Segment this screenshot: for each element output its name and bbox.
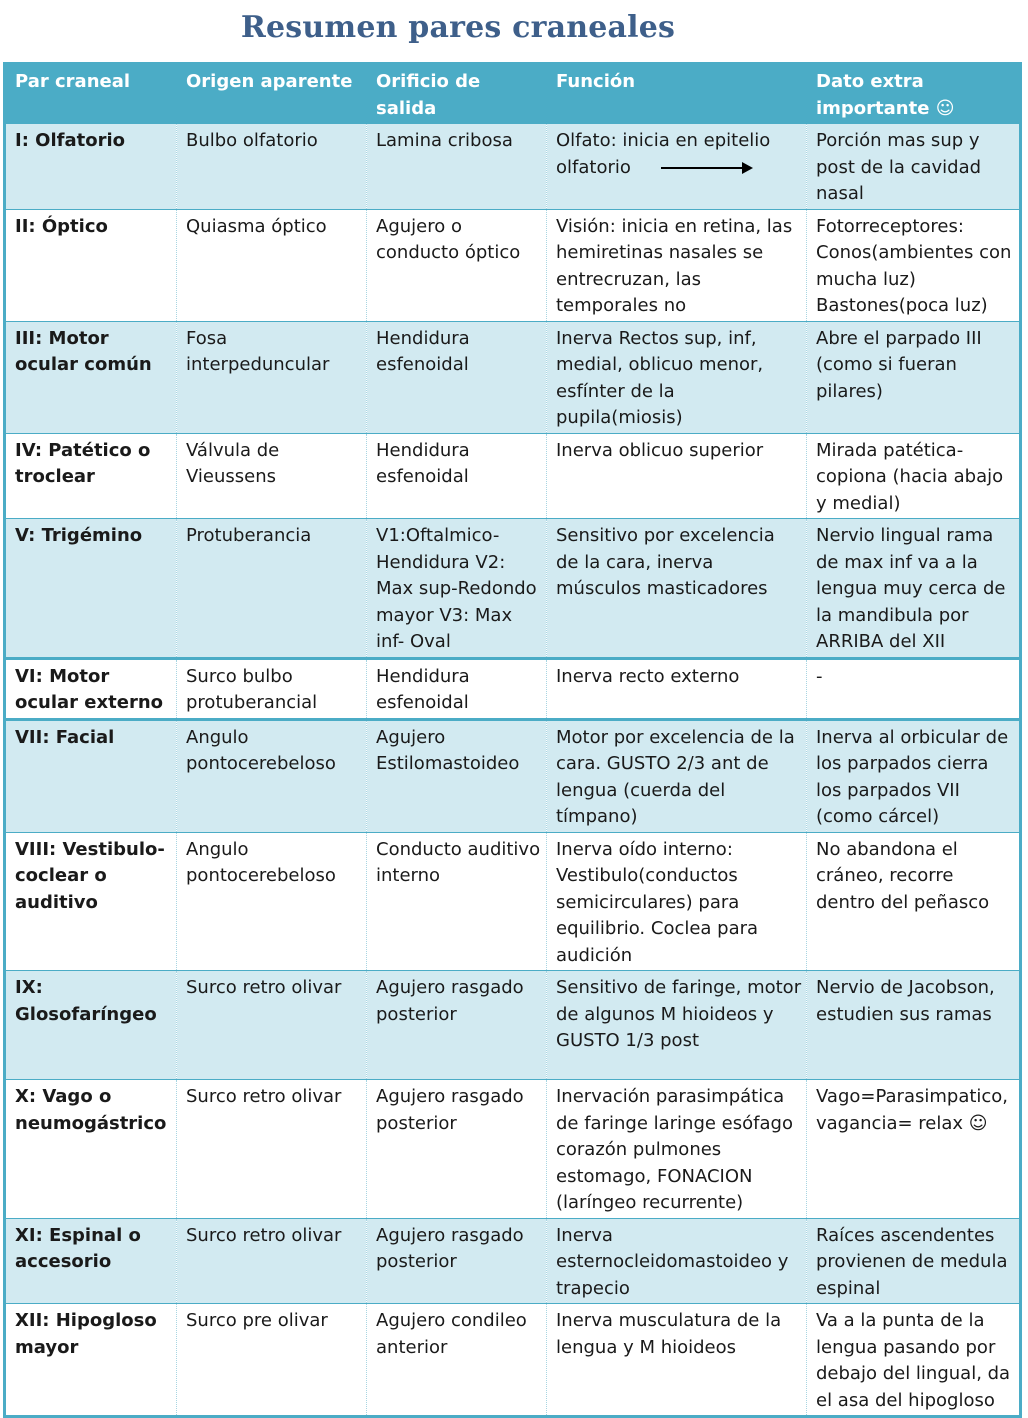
cell-dato: Abre el parpado III (como si fueran pilares): [807, 321, 1021, 433]
table-header-row: [5, 64, 1021, 124]
cell-par: IV: Patético o troclear: [5, 433, 177, 519]
cell-origen: Surco retro olivar: [177, 1080, 367, 1219]
smiley-icon: ☺: [968, 1112, 988, 1134]
cell-par: V: Trigémino: [5, 519, 177, 659]
cell-dato: Porción mas sup y post de la cavidad nasal: [807, 124, 1021, 210]
cell-par: XII: Hipogloso mayor: [5, 1304, 177, 1417]
table-row: [5, 1080, 1021, 1219]
cell-par: I: Olfatorio: [5, 124, 177, 210]
cell-par: IX: Glosofaríngeo: [5, 971, 177, 1080]
column-header-dato-label: Dato extra importante: [816, 71, 930, 119]
table-row: [5, 321, 1021, 433]
column-header-dato: [807, 64, 1021, 124]
cranial-nerves-table-wrapper: [3, 62, 1019, 1418]
table-row: [5, 658, 1021, 719]
cell-funcion-text: Olfato: inicia en epitelio olfatorio: [556, 130, 771, 178]
cell-funcion: Inerva oído interno: Vestibulo(conductos semicirculares) para equilibrio. Coclea para audición: [547, 832, 807, 971]
cell-orificio: Agujero Estilomastoideo: [367, 719, 547, 832]
cell-dato: Inerva al orbicular de los parpados cierra los parpados VII (como cárcel): [807, 719, 1021, 832]
table-row: [5, 124, 1021, 210]
cell-orificio: Hendidura esfenoidal: [367, 658, 547, 719]
cell-orificio: Conducto auditivo interno: [367, 832, 547, 971]
cell-dato: No abandona el cráneo, recorre dentro del peñasco: [807, 832, 1021, 971]
cell-origen: Fosa interpeduncular: [177, 321, 367, 433]
cell-orificio: Agujero rasgado posterior: [367, 971, 547, 1080]
page-title: Resumen pares craneales: [240, 10, 676, 45]
cell-orificio: Agujero o conducto óptico: [367, 209, 547, 321]
cell-par: VI: Motor ocular externo: [5, 658, 177, 719]
cell-dato: -: [807, 658, 1021, 719]
column-header-funcion: Función: [547, 64, 807, 124]
cell-orificio: Agujero condileo anterior: [367, 1304, 547, 1417]
cell-orificio: Agujero rasgado posterior: [367, 1080, 547, 1219]
table-row: [5, 433, 1021, 519]
column-header-origen: Origen aparente: [177, 64, 367, 124]
cell-orificio: Agujero rasgado posterior: [367, 1218, 547, 1304]
cell-origen: Protuberancia: [177, 519, 367, 659]
cell-funcion: Inerva esternocleidomastoideo y trapecio: [547, 1218, 807, 1304]
cell-dato-text: Vago=Parasimpatico, vagancia= relax: [816, 1086, 1009, 1134]
column-header-par: Par craneal: [5, 64, 177, 124]
cell-dato: Raíces ascendentes provienen de medula espinal: [807, 1218, 1021, 1304]
cell-par: VIII: Vestibulo-coclear o auditivo: [5, 832, 177, 971]
cell-origen: Surco retro olivar: [177, 1218, 367, 1304]
table-row: [5, 519, 1021, 659]
cell-dato: [807, 1080, 1021, 1219]
cell-origen: Válvula de Vieussens: [177, 433, 367, 519]
cell-par: III: Motor ocular común: [5, 321, 177, 433]
cell-funcion: Inerva recto externo: [547, 658, 807, 719]
cell-dato: Nervio lingual rama de max inf va a la lengua muy cerca de la mandibula por ARRIBA del XII: [807, 519, 1021, 659]
cell-orificio: Lamina cribosa: [367, 124, 547, 210]
cell-orificio: V1:Oftalmico-Hendidura V2: Max sup-Redondo mayor V3: Max inf- Oval: [367, 519, 547, 659]
column-header-orificio: Orificio de salida: [367, 64, 547, 124]
cell-dato: Fotorreceptores: Conos(ambientes con mucha luz) Bastones(poca luz): [807, 209, 1021, 321]
table-row: [5, 832, 1021, 971]
table-row: [5, 719, 1021, 832]
cranial-nerves-table: [3, 62, 1022, 1418]
cell-dato: Nervio de Jacobson, estudien sus ramas: [807, 971, 1021, 1080]
cell-origen: Quiasma óptico: [177, 209, 367, 321]
cell-origen: Surco pre olivar: [177, 1304, 367, 1417]
cell-origen: Surco bulbo protuberancial: [177, 658, 367, 719]
cell-origen: Surco retro olivar: [177, 971, 367, 1080]
cell-funcion: [547, 124, 807, 210]
cell-par: X: Vago o neumogástrico: [5, 1080, 177, 1219]
cell-par: VII: Facial: [5, 719, 177, 832]
cell-funcion: Sensitivo de faringe, motor de algunos M hioideos y GUSTO 1/3 post: [547, 971, 807, 1080]
smiley-icon: ☺: [935, 97, 955, 119]
arrow-right-icon: [661, 167, 751, 169]
cell-origen: Bulbo olfatorio: [177, 124, 367, 210]
cell-par: II: Óptico: [5, 209, 177, 321]
table-row: [5, 209, 1021, 321]
cell-origen: Angulo pontocerebeloso: [177, 719, 367, 832]
table-row: [5, 1304, 1021, 1417]
cell-funcion: Inervación parasimpática de faringe laringe esófago corazón pulmones estomago, FONACION (laríngeo recurrente): [547, 1080, 807, 1219]
cell-dato: Va a la punta de la lengua pasando por debajo del lingual, da el asa del hipogloso: [807, 1304, 1021, 1417]
cell-funcion: Inerva oblicuo superior: [547, 433, 807, 519]
table-row: [5, 1218, 1021, 1304]
cell-funcion: Motor por excelencia de la cara. GUSTO 2/3 ant de lengua (cuerda del tímpano): [547, 719, 807, 832]
cell-funcion: Inerva Rectos sup, inf, medial, oblicuo menor, esfínter de la pupila(miosis): [547, 321, 807, 433]
cell-orificio: Hendidura esfenoidal: [367, 433, 547, 519]
cell-orificio: Hendidura esfenoidal: [367, 321, 547, 433]
cell-origen: Angulo pontocerebeloso: [177, 832, 367, 971]
table-row: [5, 971, 1021, 1080]
cell-dato: Mirada patética-copiona (hacia abajo y medial): [807, 433, 1021, 519]
cell-par: XI: Espinal o accesorio: [5, 1218, 177, 1304]
cell-funcion: Inerva musculatura de la lengua y M hioideos: [547, 1304, 807, 1417]
cell-funcion: Sensitivo por excelencia de la cara, inerva músculos masticadores: [547, 519, 807, 659]
cell-funcion: Visión: inicia en retina, las hemiretinas nasales se entrecruzan, las temporales no: [547, 209, 807, 321]
